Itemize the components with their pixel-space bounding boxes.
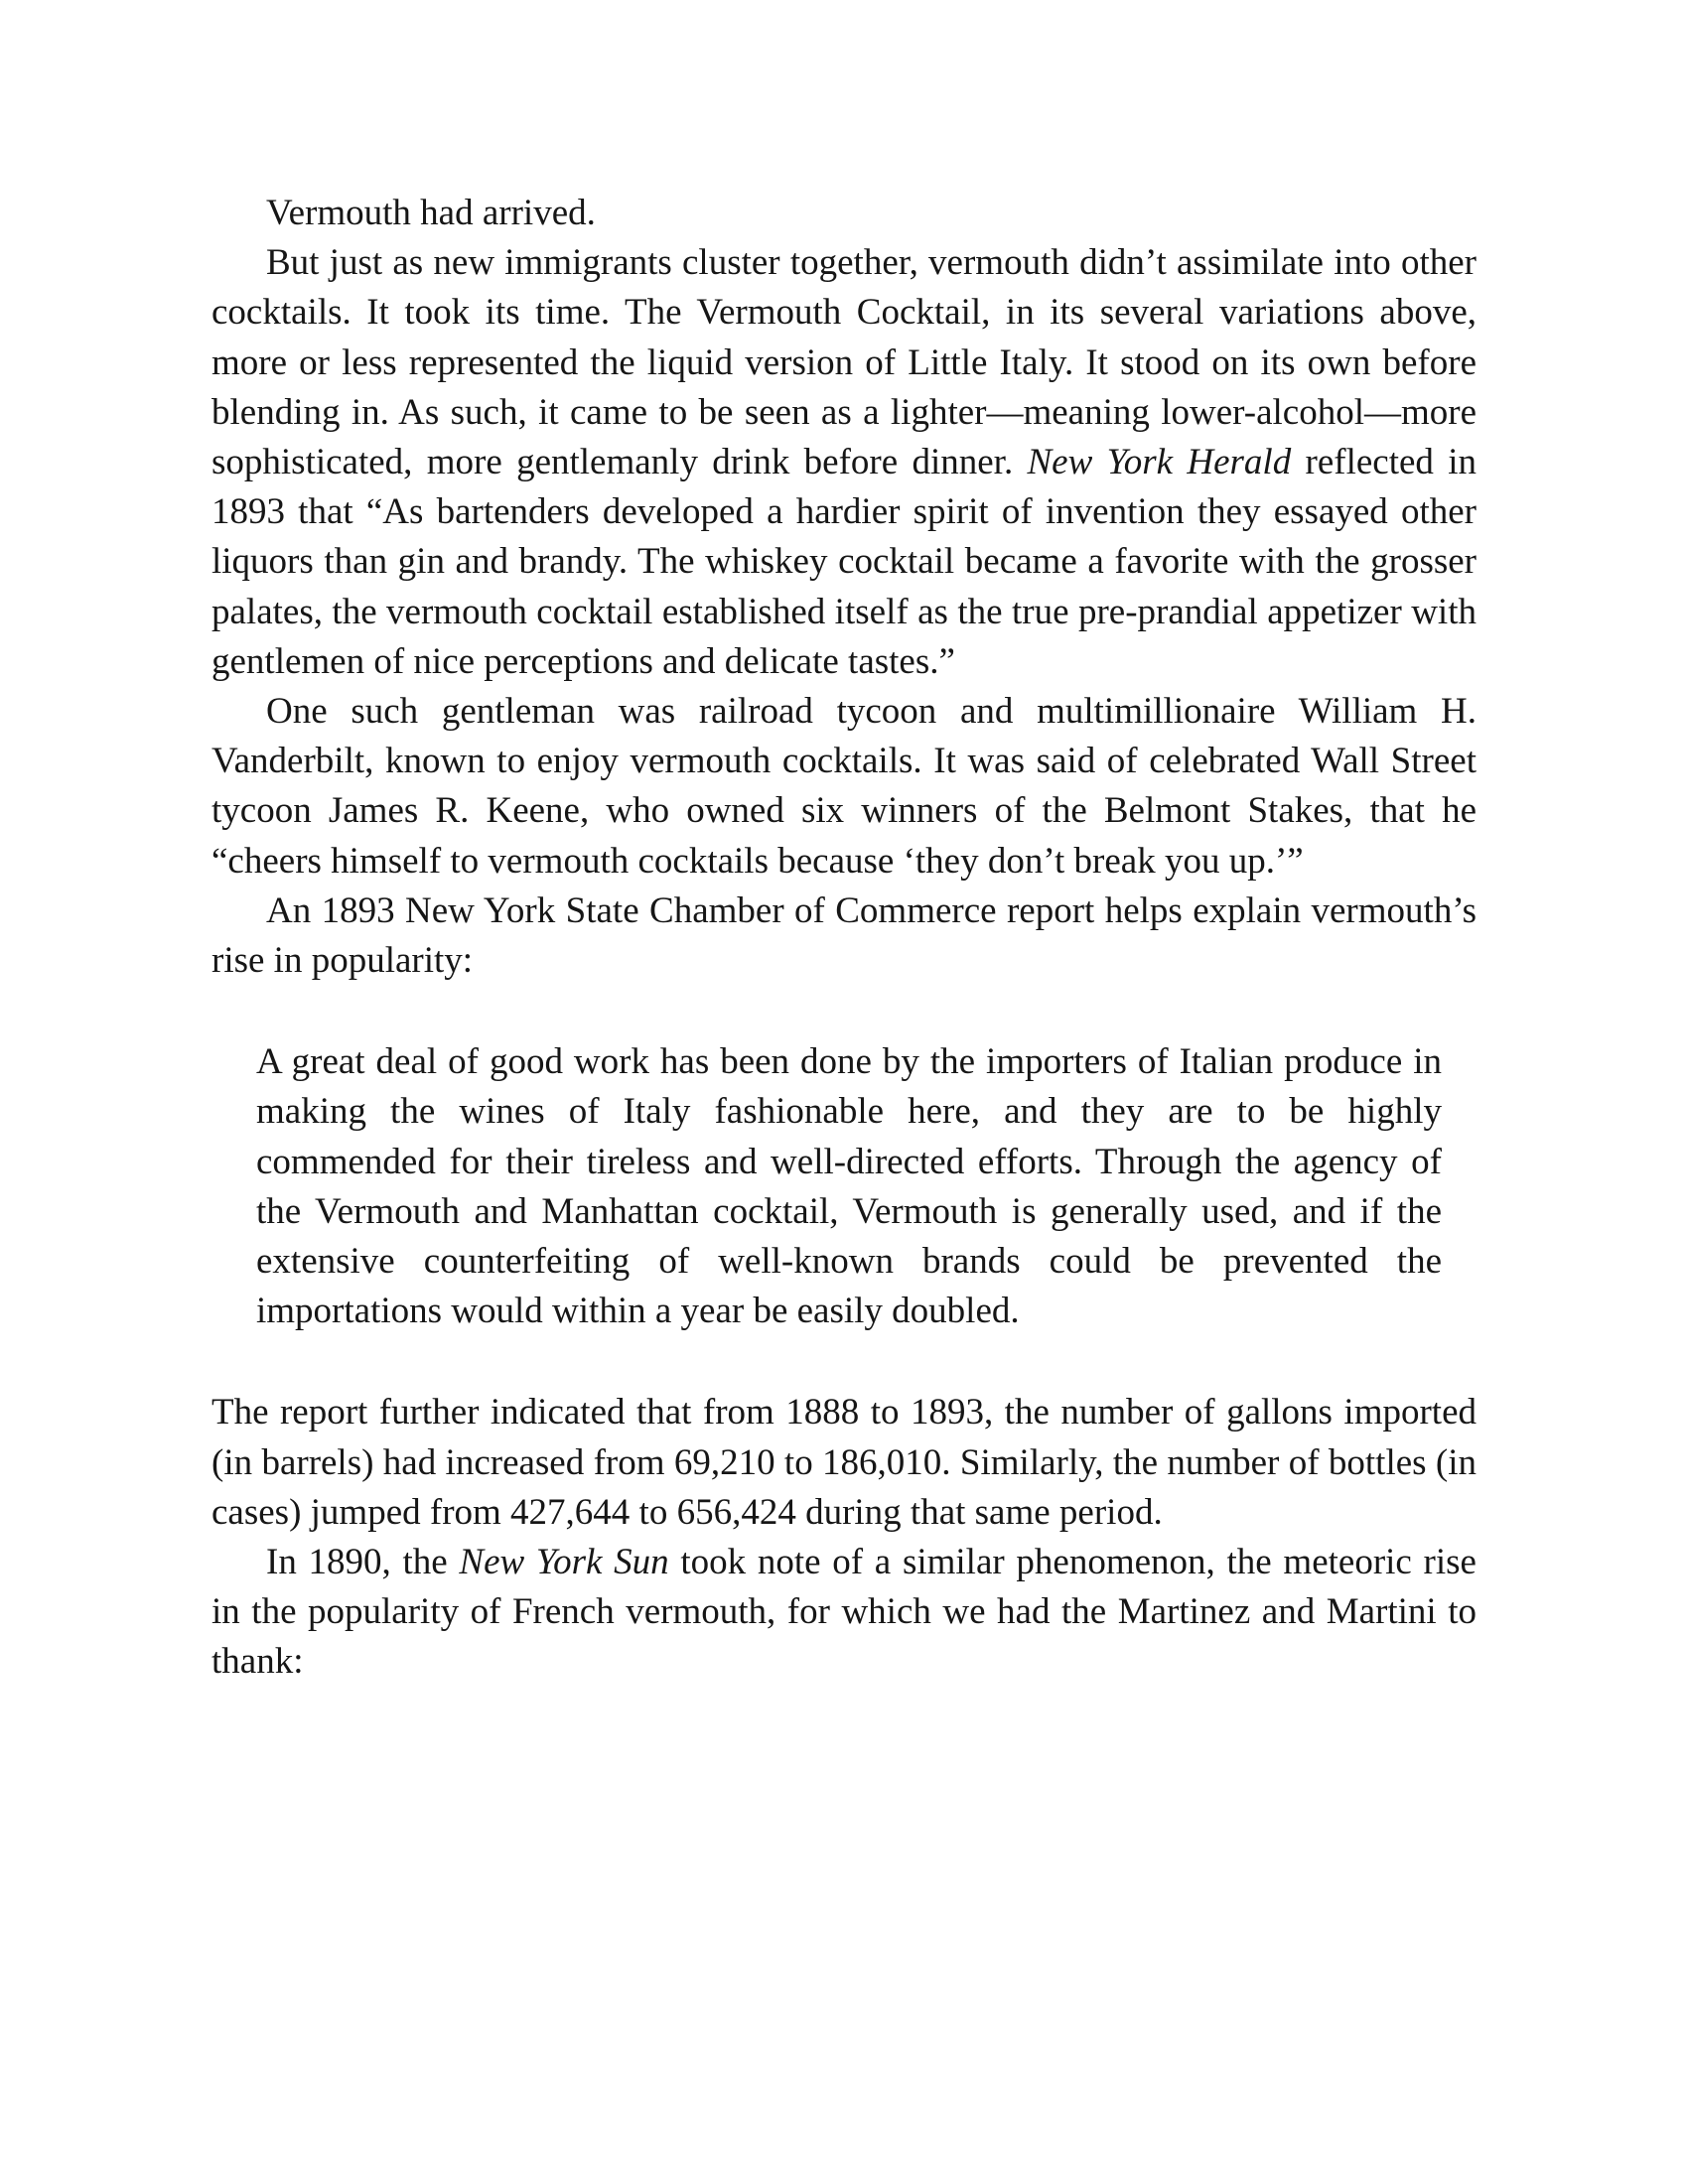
paragraph-text: One such gentleman was railroad tycoon and multimillionaire William H. Vanderbilt, known to enjoy vermouth cocktails. It was said of celebrated Wall Street tycoon James R. Keene, who owned six winners of the Belmont Stakes, that he “cheers himself to vermouth cocktails because ‘they don’t break you up.’” [211, 691, 1477, 882]
paragraph-new-york-sun [211, 1538, 1477, 1688]
paragraph-text: took note of a similar phenomenon, the meteoric rise in the popularity of French vermouth, for which we had the Martinez and Martini to thank: [211, 1542, 1477, 1683]
publication-title: New York Herald [1027, 442, 1292, 483]
paragraph-immigrants [211, 238, 1477, 687]
publication-title: New York Sun [459, 1542, 669, 1583]
paragraph-text: In 1890, the [266, 1542, 460, 1583]
paragraph-text: Vermouth had arrived. [266, 193, 596, 233]
quote-text: A great deal of good work has been done by the importers of Italian produce in making the wines of Italy fashionable here, and they are to be highly commended for their tireless and well-directed efforts. Through the agency of the Vermouth and Manhattan cocktail, Vermouth is generally used, and if the extensive counterfeiting of well-known brands could be prevented the importations would within a year be easily doubled. [256, 1041, 1442, 1332]
paragraph-text: The report further indicated that from 1888 to 1893, the number of gallons imported (in barrels) had increased from 69,210 to 186,010. Similarly, the number of bottles (in cases) jumped from 427,644 to 656,424 during that same period. [211, 1392, 1477, 1533]
paragraph-vermouth-arrived [211, 189, 1477, 238]
paragraph-import-figures [211, 1388, 1477, 1538]
paragraph-chamber-report [211, 887, 1477, 986]
paragraph-text: An 1893 New York State Chamber of Commerce report helps explain vermouth’s rise in popularity: [211, 889, 1477, 982]
book-page [211, 189, 1477, 1688]
paragraph-text: reflected in 1893 that “As bartenders developed a hardier spirit of invention they essayed other liquors than gin and brandy. The whiskey cocktail became a favorite with the grosser palates, the vermouth cocktail established itself as the true pre-prandial appetizer with gentlemen of nice perceptions and delicate tastes.” [211, 442, 1477, 682]
paragraph-text: But just as new immigrants cluster together, vermouth didn’t assimilate into other cocktails. It took its time. The Vermouth Cocktail, in its several variations above, more or less represented the liquid version of Little Italy. It stood on its own before blending in. As such, it came to be seen as a lighter—meaning lower-alcohol—more sophisticated, more gentlemanly drink before dinner. [211, 242, 1477, 483]
block-quote [256, 1037, 1442, 1336]
paragraph-vanderbilt [211, 687, 1477, 887]
